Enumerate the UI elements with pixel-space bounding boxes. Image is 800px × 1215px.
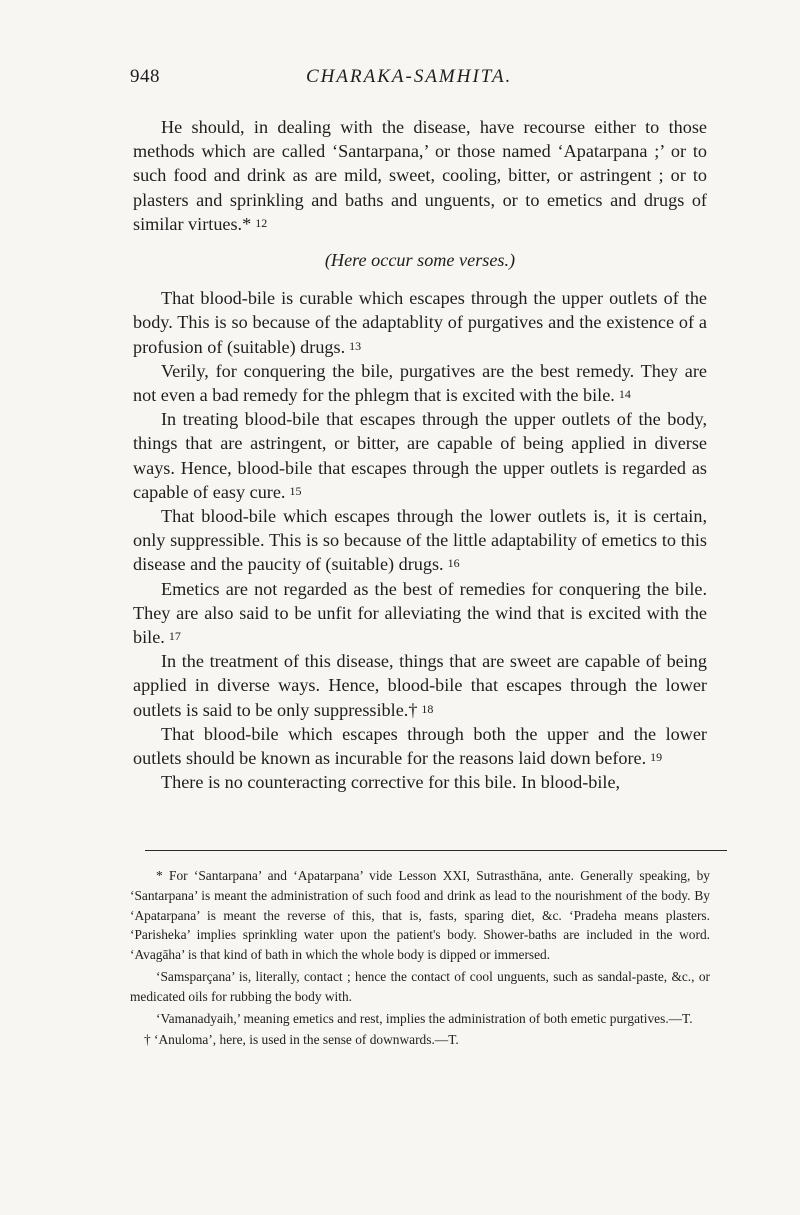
footnote-4: † ‘Anuloma’, here, is used in the sense of downwards.—T. [144,1032,459,1048]
main-text [133,115,707,794]
paragraph-16 [133,504,707,577]
page-header [130,66,710,96]
verse-number: 18 [421,701,434,716]
footnotes [130,866,710,1052]
verse-number: 15 [289,483,302,498]
paragraph-13 [133,286,707,359]
paragraph-14 [133,359,707,407]
verses-note: (Here occur some verses.) [324,250,516,271]
paragraph-text: That blood-bile which escapes through both the upper and the lower outlets should be known as incurable for the reasons laid down before. [133,723,707,769]
footnote-2: ‘Samsparçana’ is, literally, contact ; hence the contact of cool unguents, such as sandal-paste, &c., or medicated oils for rubbing the body with. [130,968,710,1004]
paragraph-text: He should, in dealing with the disease, have recourse either to those methods which are called ‘Santarpana,’ or those named ‘Apatarpana ;’ or to such food and drink as are mild, sweet, cooling, bitter, or astringent ; or to plasters and sprinkling and baths and unguents, or to emetics and drugs of similar virtues.* [133,117,707,234]
paragraph-text: That blood-bile which escapes through the lower outlets is, it is certain, only suppressible. This is so because of the little adaptability of emetics to this disease and the paucity of (suitable) drugs. [133,506,707,575]
footnote-3: ‘Vamanadyaih,’ meaning emetics and rest, implies the administration of both emetic purgatives.—T. [156,1010,693,1026]
verse-number: 12 [255,215,268,230]
verse-number: 13 [349,338,362,353]
running-title: CHARAKA-SAMHITA. [306,66,513,87]
paragraph-15 [133,407,707,504]
verse-number: 17 [168,629,181,644]
paragraph-text: There is no counteracting corrective for this bile. In blood-bile, [161,772,621,793]
paragraph-text: In the treatment of this disease, things that are sweet are capable of being applied in diverse ways. Hence, blood-bile that escapes through the lower outlets is said to be only suppressible.† [133,651,707,720]
verse-number: 16 [447,556,460,571]
paragraph-18 [133,649,707,722]
paragraph-text: In treating blood-bile that escapes through the upper outlets of the body, things that are astringent, or bitter, are capable of being applied in diverse ways. Hence, blood-bile that escapes through the upper outlets is regarded as capable of easy cure. [133,409,707,502]
footnote-divider [145,850,727,851]
paragraph-text: Emetics are not regarded as the best of remedies for conquering the bile. They are also said to be unfit for alleviating the wind that is excited with the bile. [133,578,707,648]
paragraph-text: Verily, for conquering the bile, purgatives are the best remedy. They are not even a bad remedy for the phlegm that is excited with the bile. [133,360,707,406]
paragraph-12 [133,115,707,236]
verse-number: 19 [650,750,663,765]
page-number: 948 [130,66,160,87]
footnote-1: * For ‘Santarpana’ and ‘Apatarpana’ vide Lesson XXI, Sutrasthāna, ante. Generally speaking, by ‘Santarpana’ is meant the administration of such food and drink as lead to the nourishment of the body. By ‘Apatarpana’ is meant the reverse of this, that is, fasts, sparing diet, &c. ‘Pradeha means plasters. ‘Parisheka’ implies sprinkling water upon the patient's body. Shower-baths are included in the word. ‘Avagāha’ is that kind of bath in which the whole body is dipped or immersed. [130,868,710,963]
verse-number: 14 [618,387,631,402]
paragraph-text: That blood-bile is curable which escapes through the upper outlets of the body. This is so because of the adaptablity of purgatives and the existence of a profusion of (suitable) drugs. [133,288,707,357]
paragraph-19 [133,722,707,770]
paragraph-17 [133,577,707,650]
paragraph-20 [133,770,707,794]
